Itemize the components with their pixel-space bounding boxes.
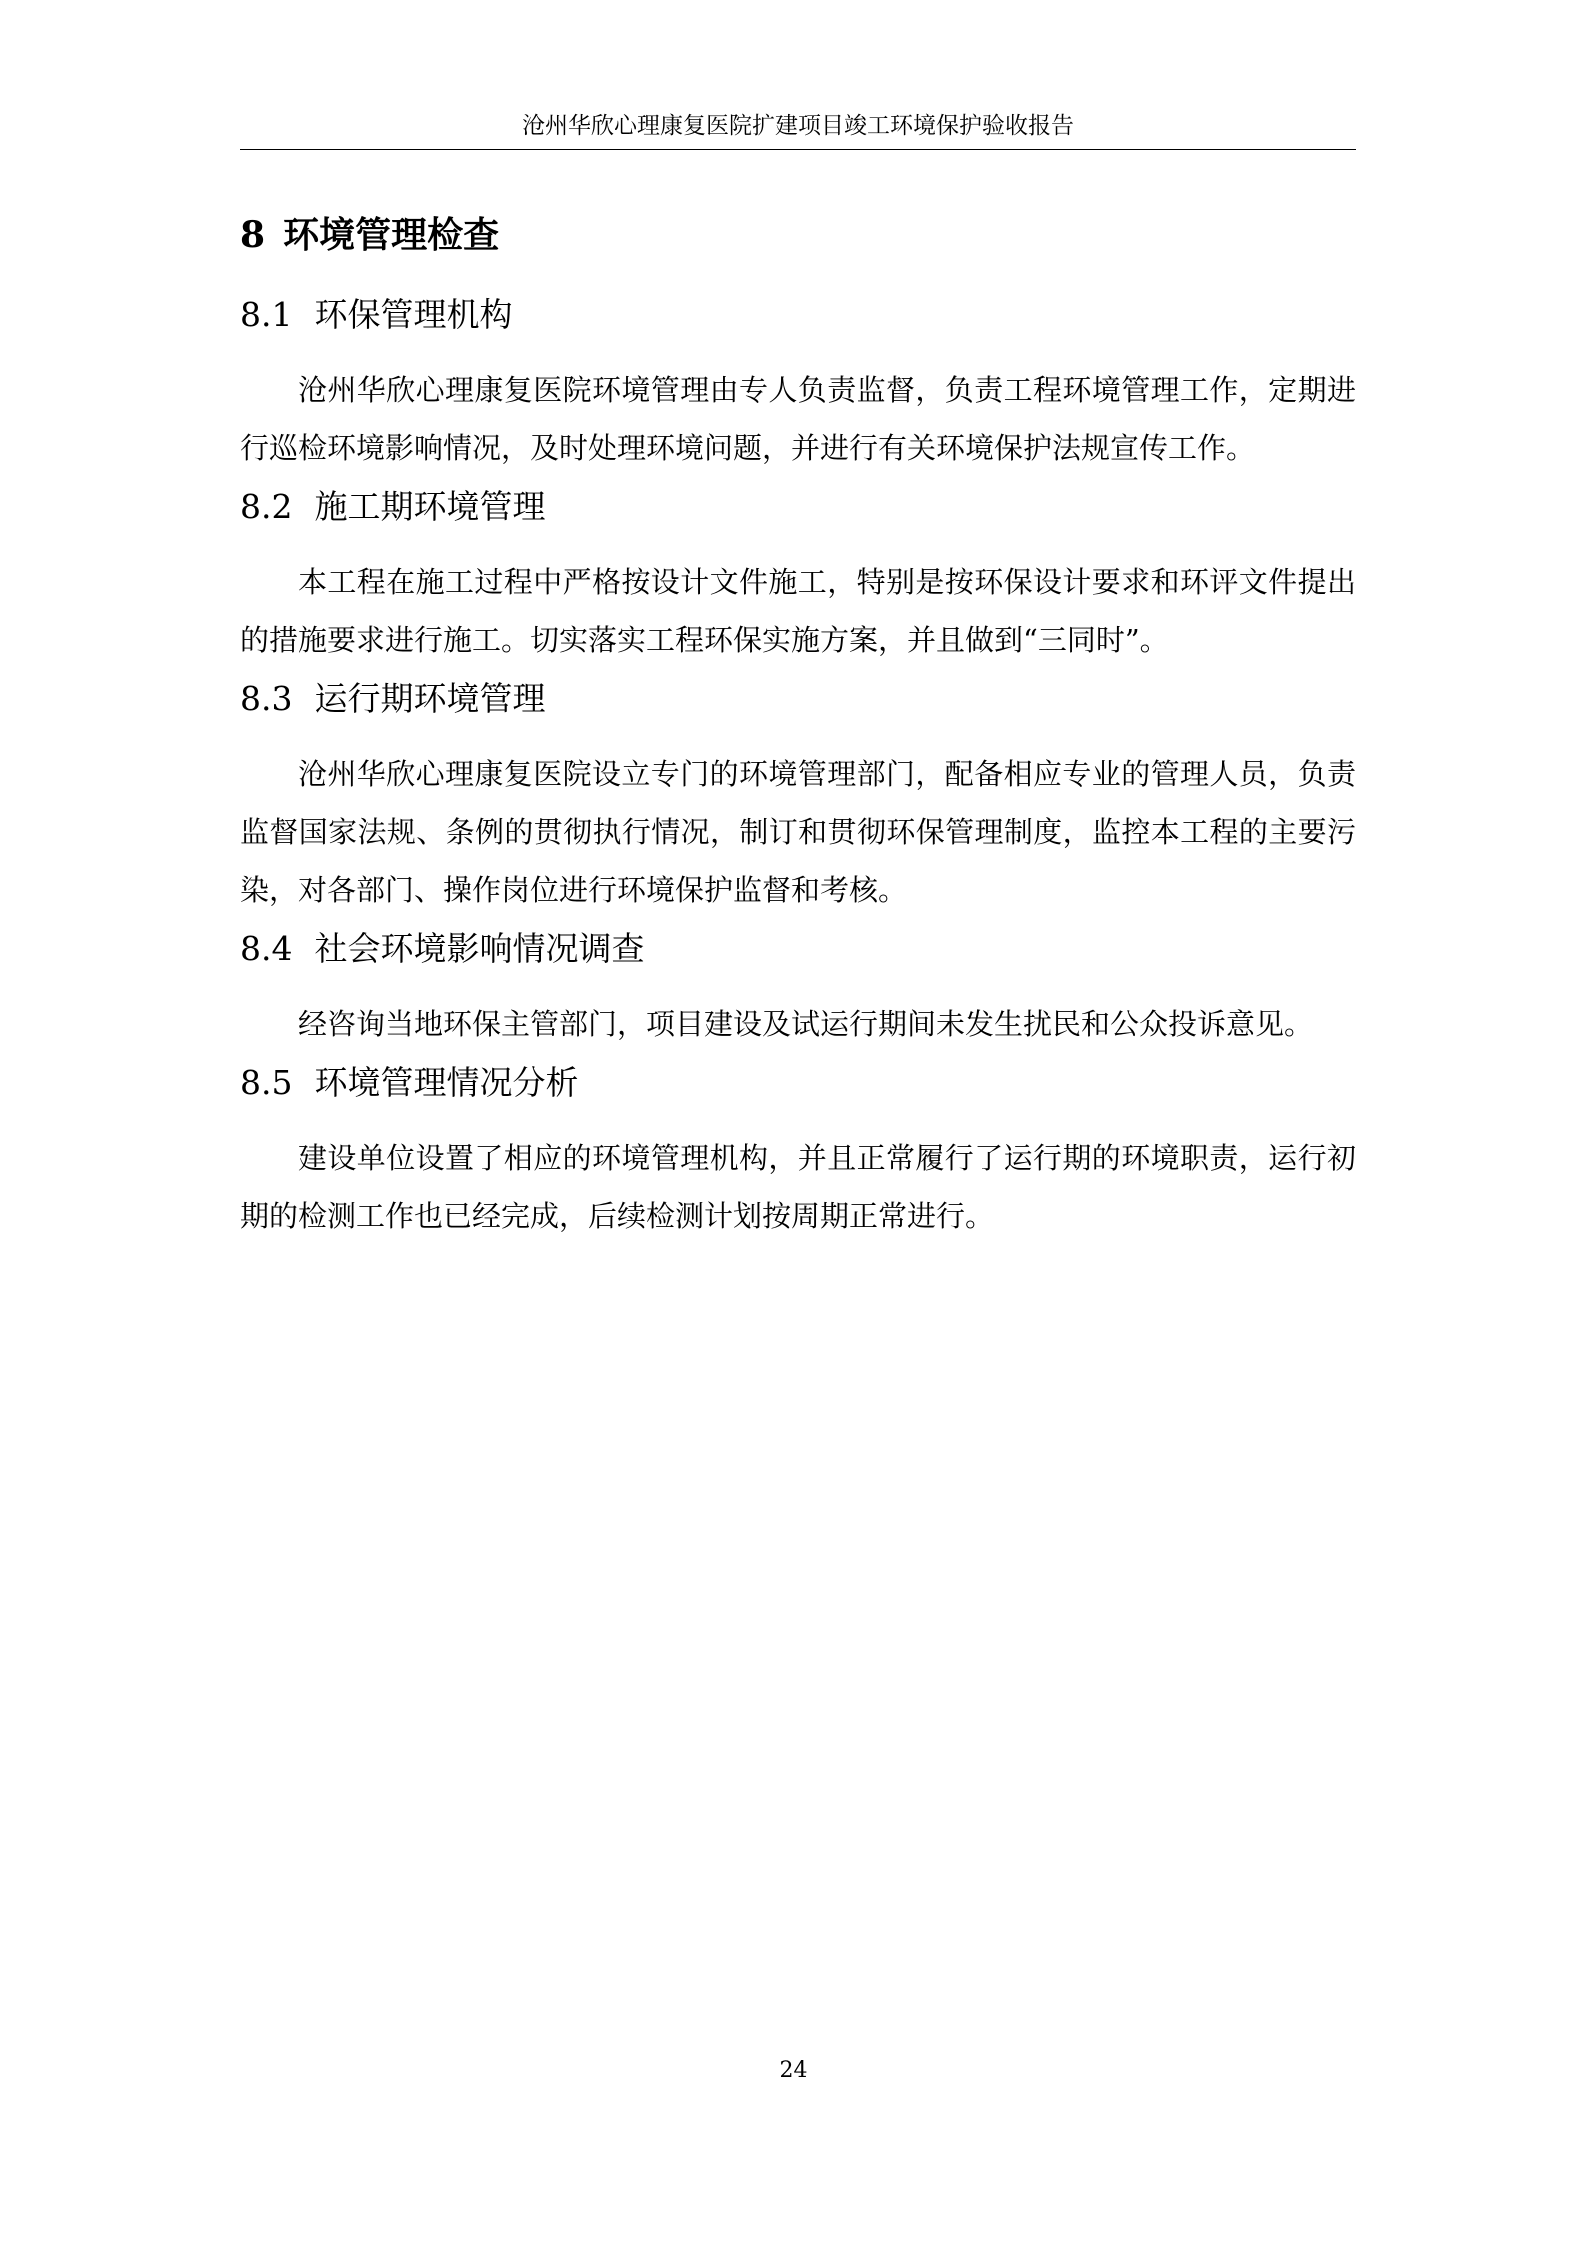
section-heading-8-5 xyxy=(240,1053,1356,1113)
running-header: 沧州华欣心理康复医院扩建项目竣工环境保护验收报告 xyxy=(522,113,1074,139)
section-paragraph-8-5: 建设单位设置了相应的环境管理机构，并且正常履行了运行期的环境职责，运行初期的检测工作也已经完成，后续检测计划按周期正常进行。 xyxy=(240,1141,1356,1233)
section-title: 环境管理情况分析 xyxy=(314,1063,579,1102)
section-number: 8.5 xyxy=(240,1063,293,1102)
header-rule xyxy=(240,149,1356,150)
section-title: 环保管理机构 xyxy=(314,295,513,334)
section-heading-8-4 xyxy=(240,919,1356,979)
section-title: 运行期环境管理 xyxy=(314,679,546,718)
section-number: 8.4 xyxy=(240,929,293,968)
section-number: 8.1 xyxy=(240,295,293,334)
section-paragraph-8-1: 沧州华欣心理康复医院环境管理由专人负责监督，负责工程环境管理工作，定期进行巡检环境影响情况，及时处理环境问题，并进行有关环境保护法规宣传工作。 xyxy=(240,373,1356,465)
section-paragraph-8-4: 经咨询当地环保主管部门，项目建设及试运行期间未发生扰民和公众投诉意见。 xyxy=(298,1007,1314,1041)
section-heading-8-1 xyxy=(240,285,1356,345)
section-number: 8.3 xyxy=(240,679,293,718)
chapter-title xyxy=(240,205,1356,265)
section-number: 8.2 xyxy=(240,487,293,526)
page-content xyxy=(240,205,1356,1245)
page-number: 24 xyxy=(779,2058,808,2083)
section-heading-8-3 xyxy=(240,669,1356,729)
section-heading-8-2 xyxy=(240,477,1356,537)
chapter-number: 8 xyxy=(240,214,266,256)
section-paragraph-8-3: 沧州华欣心理康复医院设立专门的环境管理部门，配备相应专业的管理人员，负责监督国家法规、条例的贯彻执行情况，制订和贯彻环保管理制度，监控本工程的主要污染，对各部门、操作岗位进行环境保护监督和考核。 xyxy=(240,757,1356,907)
section-title: 施工期环境管理 xyxy=(314,487,546,526)
section-title: 社会环境影响情况调查 xyxy=(314,929,645,968)
chapter-title-text: 环境管理检查 xyxy=(283,214,500,256)
section-paragraph-8-2: 本工程在施工过程中严格按设计文件施工，特别是按环保设计要求和环评文件提出的措施要求进行施工。切实落实工程环保实施方案，并且做到“三同时”。 xyxy=(240,565,1356,657)
